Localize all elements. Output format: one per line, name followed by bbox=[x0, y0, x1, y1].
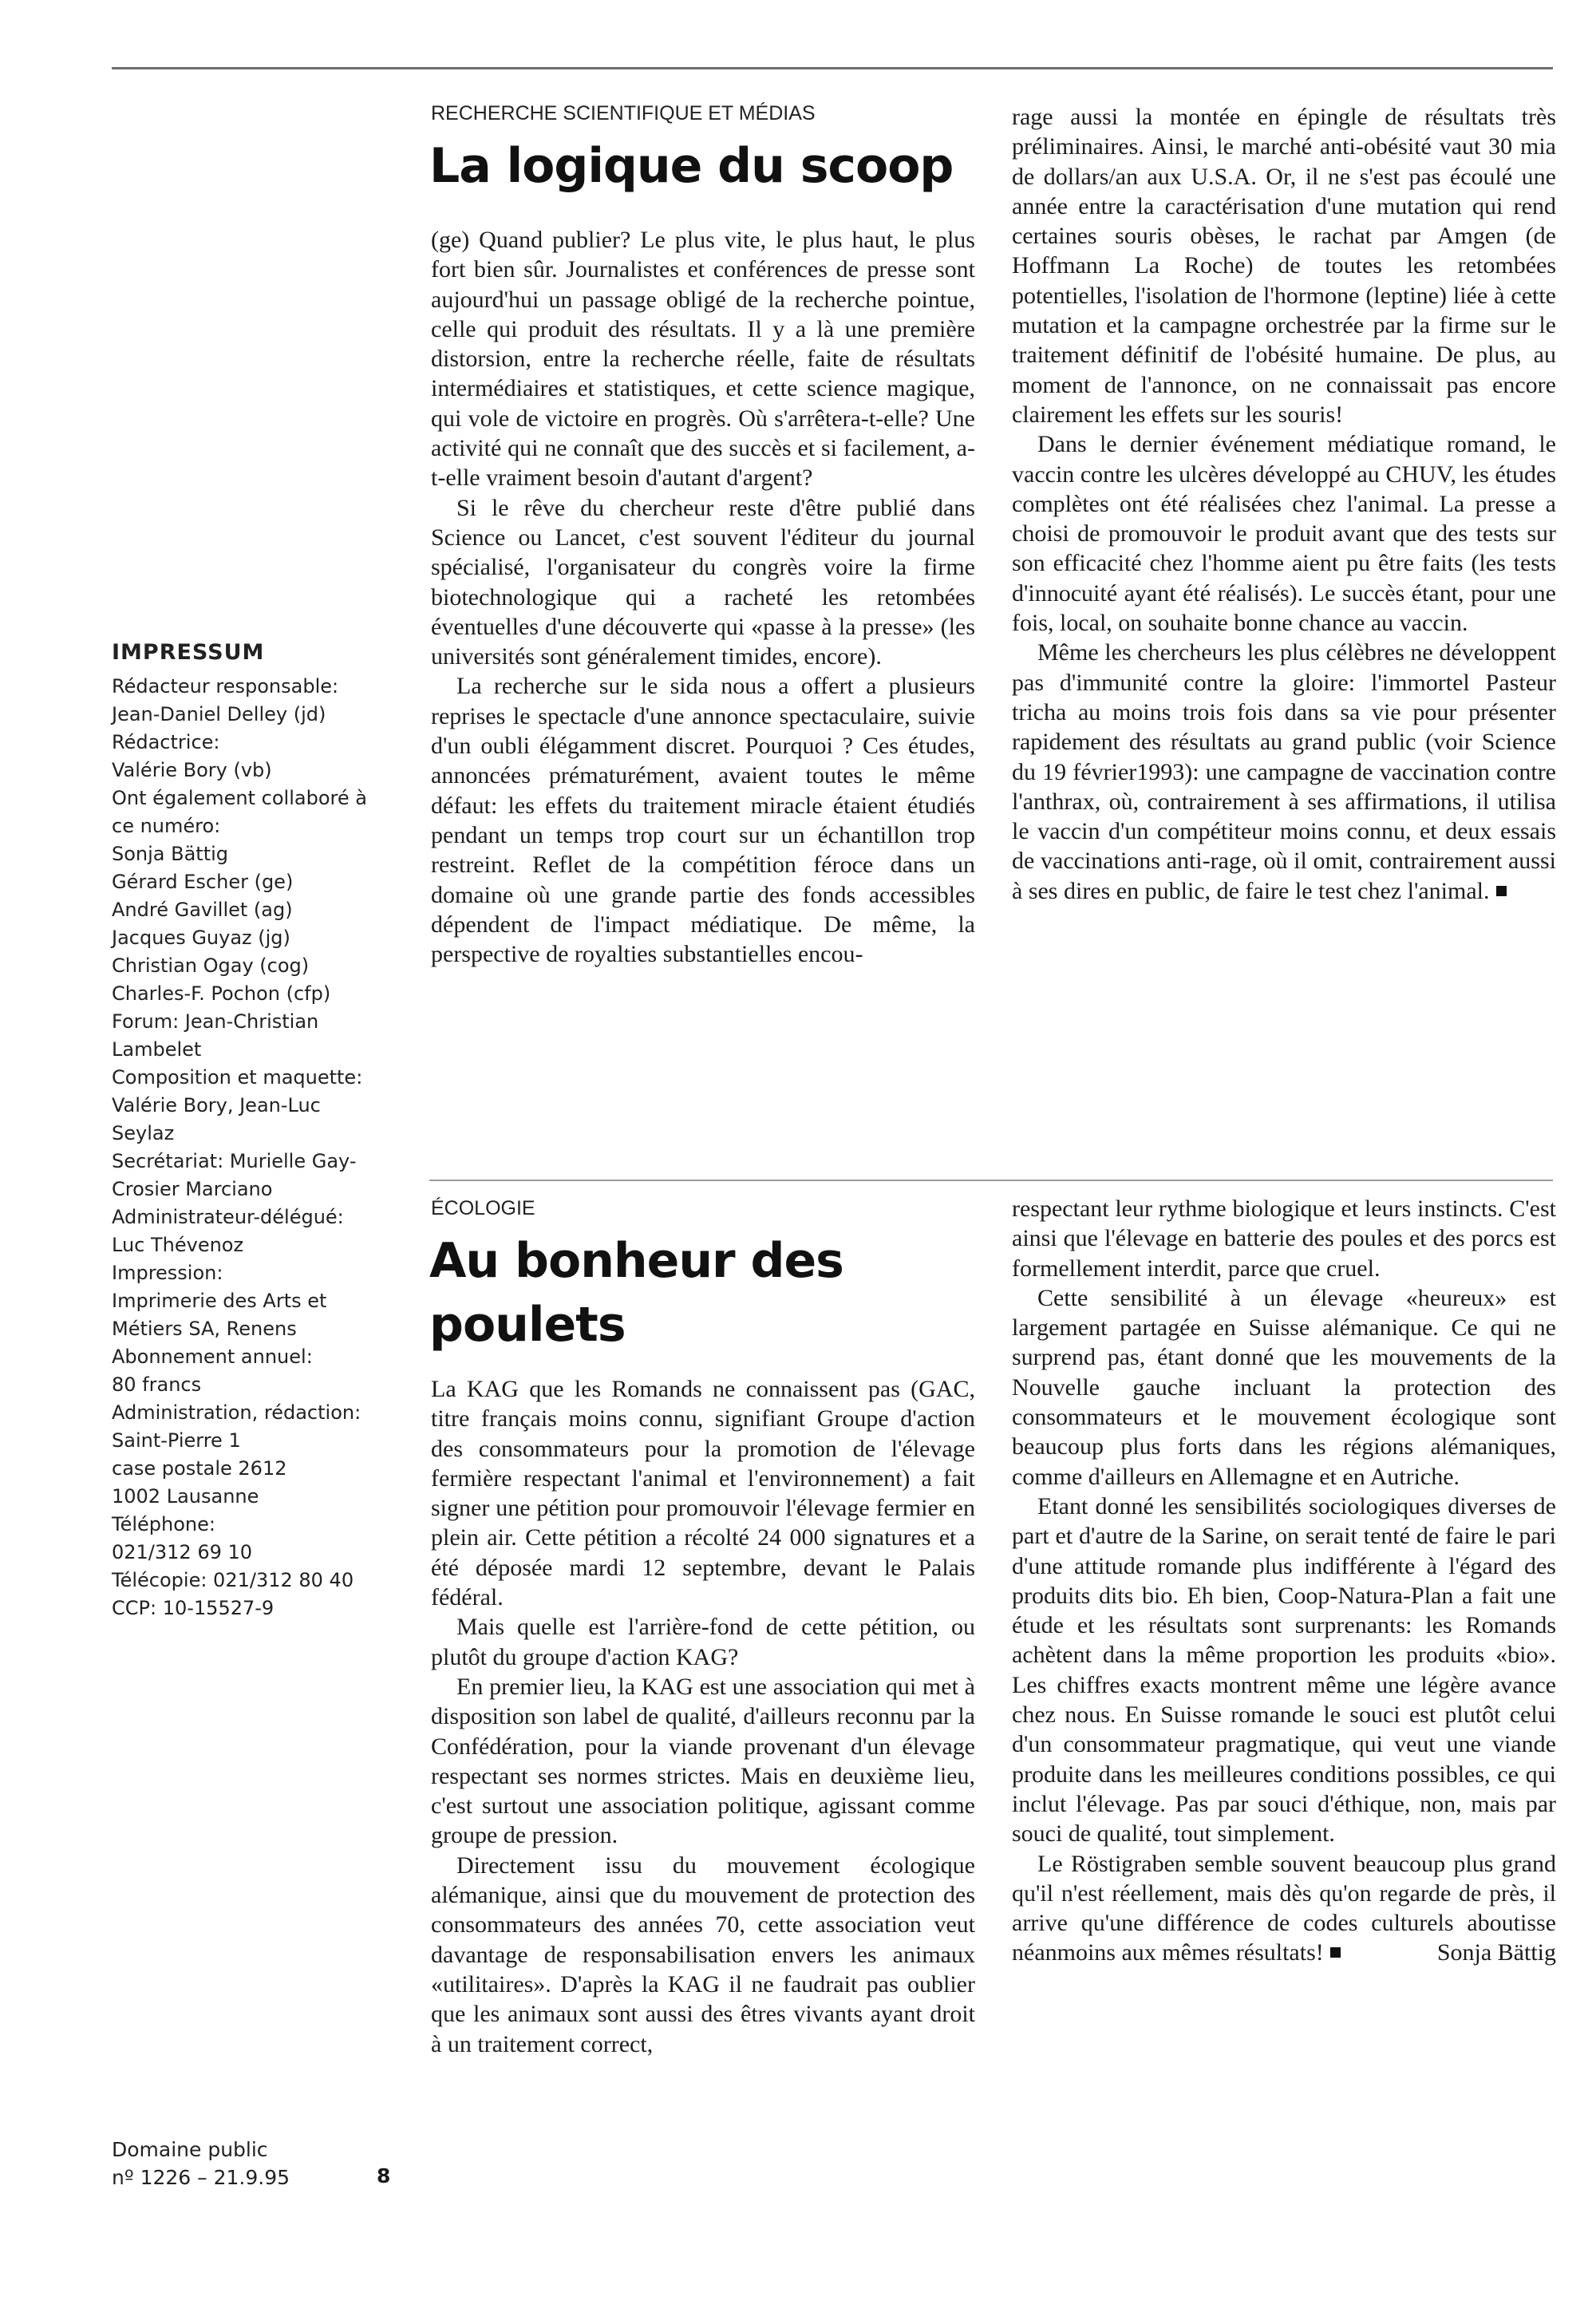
article2-title-line: poulets bbox=[429, 1297, 626, 1353]
impressum-line: Valérie Bory (vb) bbox=[112, 759, 272, 781]
impressum-line: Administration, rédaction: bbox=[112, 1401, 361, 1424]
article1-column-2 bbox=[1012, 102, 1556, 906]
impressum-line: 021/312 69 10 bbox=[112, 1541, 253, 1563]
impressum-line: Rédactrice: bbox=[112, 731, 220, 753]
article1-title: La logique du scoop bbox=[429, 138, 954, 194]
article2-title-line: Au bonheur des bbox=[429, 1233, 843, 1289]
impressum-line: Sonja Bättig bbox=[112, 843, 229, 865]
paragraph: En premier lieu, la KAG est une association qui met à disposition son label de qualité, d'ailleurs reconnu par la Confédération, pour la viande provenant d'un élevage respectant ses normes strictes. Mais en deuxième lieu, c'est surtout une association politique, agissant comme groupe de pression. bbox=[431, 1673, 975, 1849]
article1-kicker: RECHERCHE SCIENTIFIQUE ET MÉDIAS bbox=[431, 102, 816, 124]
impressum-line: Forum: Jean-Christian bbox=[112, 1010, 319, 1033]
impressum-line: André Gavillet (ag) bbox=[112, 899, 293, 921]
paragraph: (ge) Quand publier? Le plus vite, le plus haut, le plus fort bien sûr. Journalistes et conférences de presse sont aujourd'hui un passage obligé de la recherche pointue, celle qui produit des résultats. Il y a là une première distorsion, entre la recherche réelle, faite de résultats intermédiaires et statistiques, et cette science magique, qui vole de victoire en progrès. Où s'arrêtera-t-elle? Une activité qui ne connaît que des succès et si facilement, a-t-elle vraiment besoin d'autant d'argent? bbox=[431, 227, 975, 492]
impressum-line: Valérie Bory, Jean-Luc bbox=[112, 1094, 321, 1116]
impressum-line: case postale 2612 bbox=[112, 1457, 287, 1480]
impressum-line: Impression: bbox=[112, 1262, 223, 1284]
impressum-line: Gérard Escher (ge) bbox=[112, 871, 294, 893]
article1-column-1 bbox=[431, 225, 975, 969]
impressum-line: Crosier Marciano bbox=[112, 1178, 273, 1200]
paragraph: Cette sensibilité à un élevage «heureux» est largement partagée en Suisse alémanique. Ce qui ne surprend pas, étant donné que les mouvements de la Nouvelle gauche incluant la protection des consommateurs et le mouvement écologique sont beaucoup plus forts dans les régions alémaniques, comme d'ailleurs en Allemagne et en Autriche. bbox=[1012, 1284, 1556, 1490]
impressum-line: 80 francs bbox=[112, 1373, 202, 1396]
article-divider bbox=[429, 1180, 1553, 1181]
paragraph: La KAG que les Romands ne connaissent pas (GAC, titre français moins connu, signifiant Groupe d'action des consommateurs pour la promotion de l'élevage fermière respectant l'animal et l'environnement) a fait signer une pétition pour promouvoir l'élevage fermier en plein air. Cette pétition a récolté 24 000 signatures et a été déposée mardi 12 septembre, devant le Palais fédéral. bbox=[431, 1376, 975, 1611]
impressum-line: Jean-Daniel Delley (jd) bbox=[112, 703, 326, 725]
impressum-line: 1002 Lausanne bbox=[112, 1485, 259, 1508]
paragraph: Etant donné les sensibilités sociologiques diverses de part et d'autre de la Sarine, on serait tenté de faire le pari d'une attitude romande plus indifférente à l'égard des produits dits bio. Eh bien, Coop-Natura-Plan a fait une étude et les résultats sont surprenants: les Romands achètent dans la même proportion les produits «bio». Les chiffres exacts montrent même une légère avance chez nous. En Suisse romande le souci est plutôt celui d'un consommateur pragmatique, qui veut une viande produite dans les meilleures conditions possibles, ce qui inclut l'élevage. Pas par souci d'éthique, non, mais par souci de qualité, tout simplement. bbox=[1012, 1492, 1556, 1848]
impressum-line: Abonnement annuel: bbox=[112, 1346, 313, 1368]
impressum-line: Composition et maquette: bbox=[112, 1066, 363, 1089]
page-number: 8 bbox=[377, 2164, 391, 2187]
article2-column-1 bbox=[431, 1374, 975, 2059]
impressum-line: Téléphone: bbox=[112, 1513, 215, 1535]
article2-title bbox=[429, 1229, 843, 1357]
impressum-line: Administrateur-délégué: bbox=[112, 1206, 344, 1228]
paragraph: respectant leur rythme biologique et leurs instincts. C'est ainsi que l'élevage en batterie des poules et des porcs est formellement interdit, parce que cruel. bbox=[1012, 1195, 1556, 1282]
impressum-line: Télécopie: 021/312 80 40 bbox=[112, 1569, 354, 1591]
impressum bbox=[112, 638, 399, 1622]
paragraph: rage aussi la montée en épingle de résultats très préliminaires. Ainsi, le marché anti-obésité vaut 30 mia de dollars/an aux U.S.A. Or, il ne s'est pas écoulé une année entre la caractérisation d'une mutation qui rend certaines souris obèses, le rachat par Amgen (de Hoffmann La Roche) de toutes les retombées potentielles, l'isolation de l'hormone (leptine) liée à cette mutation et la campagne orchestrée par la firme sur le traitement définitif de l'obésité humaine. De plus, au moment de l'annonce, on ne connaissait pas encore clairement les effets sur les souris! bbox=[1012, 104, 1556, 428]
paragraph: Dans le dernier événement médiatique romand, le vaccin contre les ulcères développé au CHUV, les études complètes ont été réalisées chez l'animal. La presse a choisi de promouvoir le produit avant que des tests sur son efficacité chez l'homme aient pu être faits (les tests d'innocuité ayant été réalisés). Le succès étant, pour une fois, local, on souhaite bonne chance au vaccin. bbox=[1012, 431, 1556, 637]
publication-name: Domaine public bbox=[112, 2138, 268, 2161]
article2-column-2 bbox=[1012, 1194, 1556, 1968]
impressum-line: CCP: 10-15527-9 bbox=[112, 1597, 275, 1619]
end-mark-icon bbox=[1496, 886, 1507, 896]
issue-number: nº 1226 – 21.9.95 bbox=[112, 2166, 290, 2189]
article2-kicker: ÉCOLOGIE bbox=[431, 1197, 535, 1219]
impressum-line: Seylaz bbox=[112, 1122, 175, 1144]
paragraph: Si le rêve du chercheur reste d'être publié dans Science ou Lancet, c'est souvent l'éditeur du journal spécialisé, l'organisateur du congrès voire la firme biotechnologique qui a racheté les retombées éventuelles d'une découverte qui «passe à la presse» (les universités sont généralement timides, encore). bbox=[431, 494, 975, 670]
author-signature: Sonja Bättig bbox=[1436, 1939, 1556, 1966]
impressum-line: Lambelet bbox=[112, 1038, 202, 1061]
impressum-line: Imprimerie des Arts et bbox=[112, 1290, 327, 1312]
paragraph bbox=[1012, 638, 1556, 906]
impressum-line: Christian Ogay (cog) bbox=[112, 954, 310, 977]
impressum-line: Luc Thévenoz bbox=[112, 1234, 244, 1256]
impressum-line: Rédacteur responsable: bbox=[112, 675, 339, 698]
paragraph: Mais quelle est l'arrière-fond de cette pétition, ou plutôt du groupe d'action KAG? bbox=[431, 1614, 975, 1670]
impressum-line: Jacques Guyaz (jg) bbox=[112, 927, 290, 949]
end-mark-icon bbox=[1330, 1947, 1341, 1958]
page-footer bbox=[112, 2136, 399, 2191]
impressum-line: ce numéro: bbox=[112, 815, 221, 837]
impressum-line: Secrétariat: Murielle Gay- bbox=[112, 1150, 357, 1172]
impressum-line: Saint-Pierre 1 bbox=[112, 1429, 241, 1452]
paragraph-text: Le Röstigraben semble souvent beaucoup plus grand qu'il n'est réellement, mais dès qu'on regarde de près, il arrive qu'une différence de codes culturels aboutisse néanmoins aux mêmes résultats! bbox=[1012, 1850, 1556, 1966]
paragraph: La recherche sur le sida nous a offert a plusieurs reprises le spectacle d'une annonce spectaculaire, suivie d'un oubli élégamment discret. Pourquoi ? Ces études, annoncées prématurément, avaient toutes le même défaut: les effets du traitement miracle étaient étudiés pendant un temps trop court sur un échantillon trop restreint. Reflet de la compétition féroce dans un domaine où une grande partie des fonds accessibles dépendent de l'impact médiatique. De même, la perspective de royalties substantielles encou- bbox=[431, 673, 975, 968]
paragraph-text: Même les chercheurs les plus célèbres ne développent pas d'immunité contre la gloire: l'immortel Pasteur tricha au moins trois fois dans sa vie pour présenter rapidement des résultats au grand public (voir Science du 19 février1993): une campagne de vaccination contre l'anthrax, où, contrairement à ses affirmations, il utilisa le vaccin d'un compétiteur moins connu, et deux essais de vaccinations anti-rage, où il omit, contrairement aussi à ses dires en public, de faire le test chez l'animal. bbox=[1012, 639, 1556, 904]
impressum-line: Charles-F. Pochon (cfp) bbox=[112, 982, 331, 1005]
impressum-line: Métiers SA, Renens bbox=[112, 1318, 297, 1340]
impressum-line: Ont également collaboré à bbox=[112, 787, 367, 809]
impressum-title: IMPRESSUM bbox=[112, 640, 265, 665]
paragraph bbox=[1012, 1849, 1556, 1968]
top-rule bbox=[112, 67, 1553, 69]
paragraph: Directement issu du mouvement écologique alémanique, ainsi que du mouvement de protection des consommateurs des années 70, cette association veut davantage de responsabilisation envers les animaux «utilitaires». D'après la KAG il ne faudrait pas oublier que les animaux sont aussi des êtres vivants ayant droit à un traitement correct, bbox=[431, 1851, 975, 2057]
